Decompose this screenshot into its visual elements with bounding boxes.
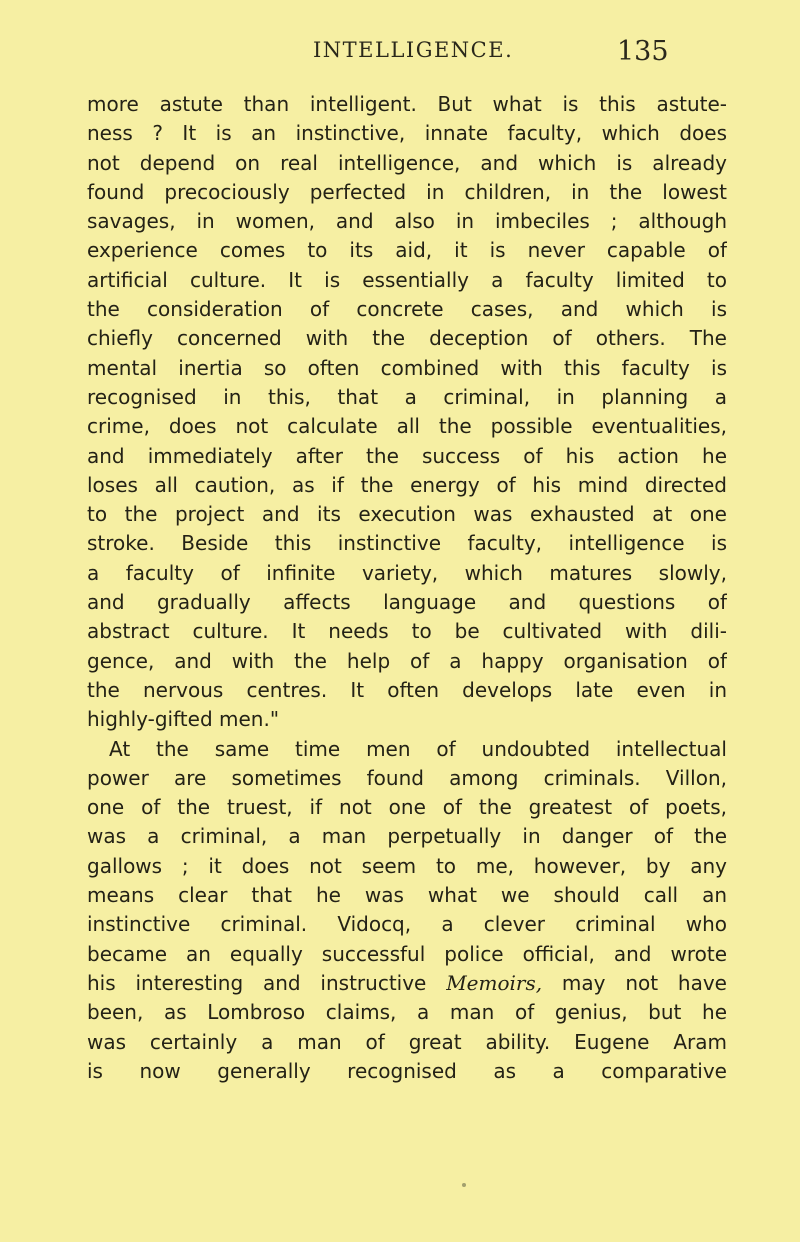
text-line: power are sometimes found among criminals. Villon, bbox=[87, 765, 727, 790]
text-line: became an equally successful police official, and wrote bbox=[87, 941, 727, 966]
text-line: mental inertia so often combined with this faculty is bbox=[87, 355, 727, 380]
text-line: ness ? It is an instinctive, innate faculty, which does bbox=[87, 121, 727, 146]
text-line: been, as Lombroso claims, a man of genius, but he bbox=[87, 1000, 727, 1025]
text-line: was certainly a man of great ability. Eugene Aram bbox=[87, 1029, 727, 1054]
text-line: to the project and its execution was exhausted at one bbox=[87, 502, 727, 527]
page-header bbox=[0, 38, 800, 78]
text-line: and gradually affects language and questions of bbox=[87, 590, 727, 615]
text-line: the consideration of concrete cases, and which is bbox=[87, 297, 727, 322]
text-line: the nervous centres. It often develops late even in bbox=[87, 677, 727, 702]
text-line: crime, does not calculate all the possible eventualities, bbox=[87, 414, 727, 439]
text-line: chiefly concerned with the deception of others. The bbox=[87, 326, 727, 351]
text-line: experience comes to its aid, it is never capable of bbox=[87, 238, 727, 263]
text-line: instinctive criminal. Vidocq, a clever criminal who bbox=[87, 912, 727, 937]
text-line: found precociously perfected in children, in the lowest bbox=[87, 179, 727, 204]
page-number: 135 bbox=[617, 36, 669, 67]
text-line-memoirs bbox=[87, 969, 727, 998]
text-line: was a criminal, a man perpetually in danger of the bbox=[87, 824, 727, 849]
text-segment: his interesting and instructive bbox=[87, 970, 447, 995]
text-line: means clear that he was what we should call an bbox=[87, 883, 727, 908]
text-line: is now generally recognised as a comparative bbox=[87, 1058, 727, 1083]
text-line: stroke. Beside this instinctive faculty, intelligence is bbox=[87, 531, 727, 556]
text-segment: may not have bbox=[542, 970, 727, 995]
running-head: INTELLIGENCE. bbox=[313, 38, 514, 62]
body-text bbox=[87, 90, 727, 1086]
text-line: loses all caution, as if the energy of his mind directed bbox=[87, 472, 727, 497]
paper-speck bbox=[462, 1183, 466, 1187]
text-line: not depend on real intelligence, and which is already bbox=[87, 150, 727, 175]
paragraph-start-line: At the same time men of undoubted intellectual bbox=[109, 736, 727, 761]
text-line: recognised in this, that a criminal, in planning a bbox=[87, 384, 727, 409]
text-line: a faculty of infinite variety, which matures slowly, bbox=[87, 560, 727, 585]
text-line: abstract culture. It needs to be cultivated with dili- bbox=[87, 619, 727, 644]
text-line: one of the truest, if not one of the greatest of poets, bbox=[87, 795, 727, 820]
text-line: artificial culture. It is essentially a faculty limited to bbox=[87, 267, 727, 292]
text-line: gence, and with the help of a happy organisation of bbox=[87, 648, 727, 673]
text-line: more astute than intelligent. But what is this astute- bbox=[87, 92, 727, 116]
text-line: and immediately after the success of his action he bbox=[87, 443, 727, 468]
paragraph-end-line: highly-gifted men." bbox=[87, 707, 280, 732]
text-line: savages, in women, and also in imbeciles ; although bbox=[87, 209, 727, 234]
book-title-italic: Memoirs, bbox=[446, 970, 543, 995]
text-line: gallows ; it does not seem to me, however, by any bbox=[87, 853, 727, 878]
